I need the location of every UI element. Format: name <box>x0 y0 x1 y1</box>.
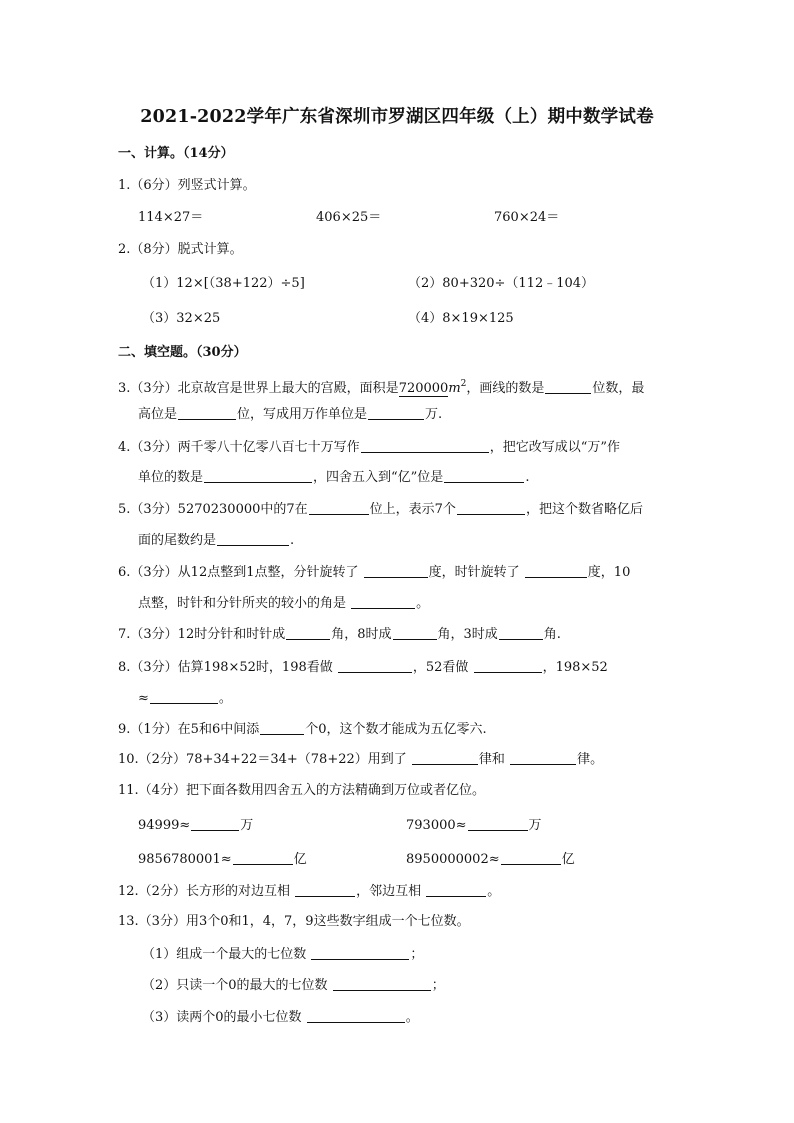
section-heading-calculation: 一、计算。（14分） <box>118 146 234 161</box>
answer-blank[interactable] <box>204 468 312 483</box>
unit-label: 万 <box>528 818 542 833</box>
question-2-item: （1）12×[（38+122）÷5] <box>142 276 305 291</box>
question-text: . <box>290 533 295 548</box>
answer-blank[interactable] <box>368 405 424 420</box>
question-1-stem: 1.（6分）列竖式计算。 <box>118 178 256 193</box>
question-text: ，把它改写成以“万”作 <box>489 440 620 455</box>
question-6-line-1 <box>118 563 630 582</box>
answer-blank[interactable] <box>150 689 218 704</box>
question-text: ； <box>410 947 424 962</box>
unit-label: 亿 <box>561 852 575 867</box>
question-12 <box>118 882 500 901</box>
answer-blank[interactable] <box>393 625 437 640</box>
question-text: 5.（3分）5270230000中的7在 <box>118 502 308 517</box>
question-13-stem: 13.（3分）用3个0和1，4，7，9这些数字组成一个七位数。 <box>118 914 470 929</box>
question-1-item: 406×25＝ <box>316 210 382 225</box>
question-text: 6.（3分）从12点整到1点整，分针旋转了 <box>118 565 359 580</box>
answer-blank[interactable] <box>525 563 587 578</box>
answer-blank[interactable] <box>468 816 528 831</box>
question-text: （3）读两个0的最小七位数 <box>142 1010 302 1025</box>
unit-label: 万 <box>240 818 254 833</box>
question-text: （2）只读一个0的最大的七位数 <box>142 978 328 993</box>
answer-blank[interactable] <box>426 882 486 897</box>
question-4-line-2 <box>138 468 529 487</box>
question-3-line-1 <box>118 375 644 398</box>
question-text: ≈ <box>138 691 149 706</box>
answer-blank[interactable] <box>361 438 489 453</box>
question-11-item <box>138 816 253 835</box>
answer-blank[interactable] <box>338 658 412 673</box>
question-13-part <box>142 1008 419 1027</box>
answer-blank[interactable] <box>412 750 478 765</box>
question-text: 8950000002≈ <box>406 852 500 867</box>
question-text: 律和 <box>478 752 505 767</box>
question-text: 12.（2分）长方形的对边互相 <box>118 884 290 899</box>
question-8-line-1 <box>118 658 608 677</box>
question-text: ； <box>431 978 445 993</box>
question-text: ，52看做 <box>412 660 469 675</box>
answer-blank[interactable] <box>333 976 431 991</box>
unit-label: 亿 <box>293 852 307 867</box>
question-4-line-1 <box>118 438 620 457</box>
answer-blank[interactable] <box>217 531 289 546</box>
answer-blank[interactable] <box>295 882 355 897</box>
answer-blank[interactable] <box>510 750 576 765</box>
area-unit: m <box>448 381 461 396</box>
question-text: 位数，最 <box>592 381 645 396</box>
answer-blank[interactable] <box>501 850 561 865</box>
question-text: 角，3时成 <box>437 627 498 642</box>
question-11-item <box>406 850 575 869</box>
question-5-line-1 <box>118 500 643 519</box>
question-text: 。 <box>416 596 430 611</box>
question-text: 点整，时针和分针所夹的较小的角是 <box>138 596 347 611</box>
answer-blank[interactable] <box>444 468 524 483</box>
question-2-item: （4）8×19×125 <box>408 311 514 326</box>
answer-blank[interactable] <box>545 379 591 394</box>
question-text: 律。 <box>577 752 604 767</box>
question-5-line-2 <box>138 531 294 550</box>
question-text: ，四舍五入到“亿”位是 <box>313 470 444 485</box>
question-8-line-2 <box>138 689 232 708</box>
answer-blank[interactable] <box>307 1008 405 1023</box>
question-text: 793000≈ <box>406 818 467 833</box>
question-11-stem: 11.（4分）把下面各数用四舍五入的方法精确到万位或者亿位。 <box>118 783 485 798</box>
question-text: 10.（2分）78+34+22＝34+（78+22）用到了 <box>118 752 407 767</box>
answer-blank[interactable] <box>457 500 525 515</box>
question-2-item: （2）80+320÷（112﹣104） <box>408 276 595 291</box>
answer-blank[interactable] <box>311 945 409 960</box>
question-text: 4.（3分）两千零八十亿零八百七十万写作 <box>118 440 360 455</box>
answer-blank[interactable] <box>351 594 415 609</box>
question-9 <box>118 720 487 739</box>
answer-blank[interactable] <box>286 625 330 640</box>
answer-blank[interactable] <box>474 658 542 673</box>
question-text: 9.（1分）在5和6中间添 <box>118 722 260 737</box>
question-11-item <box>406 816 542 835</box>
answer-blank[interactable] <box>260 720 304 735</box>
underlined-number: 720000 <box>398 381 449 396</box>
question-text: ，邻边互相 <box>356 884 422 899</box>
question-13-part <box>142 945 423 964</box>
section-heading-fill-in: 二、填空题。（30分） <box>118 345 247 360</box>
question-text: 高位是 <box>138 407 178 422</box>
question-text: 面的尾数约是 <box>138 533 217 548</box>
question-3-line-2 <box>138 405 442 424</box>
question-text: 。 <box>218 691 232 706</box>
question-text: 。 <box>405 1010 419 1025</box>
answer-blank[interactable] <box>191 816 239 831</box>
question-2-item: （3）32×25 <box>142 311 221 326</box>
unit-exponent: 2 <box>460 379 467 389</box>
question-13-part <box>142 976 445 995</box>
question-text: . <box>525 470 530 485</box>
answer-blank[interactable] <box>309 500 369 515</box>
question-1-item: 760×24＝ <box>494 210 560 225</box>
question-text: ，画线的数是 <box>466 381 545 396</box>
answer-blank[interactable] <box>364 563 428 578</box>
question-6-line-2 <box>138 594 429 613</box>
question-text: 94999≈ <box>138 818 191 833</box>
question-7 <box>118 625 561 644</box>
page-title: 2021-2022学年广东省深圳市罗湖区四年级（上）期中数学试卷 <box>140 107 654 127</box>
question-text: 角，8时成 <box>331 627 392 642</box>
question-text: 角. <box>543 627 561 642</box>
question-text: 位，写成用万作单位是 <box>237 407 368 422</box>
question-2-stem: 2.（8分）脱式计算。 <box>118 242 243 257</box>
question-text: 9856780001≈ <box>138 852 232 867</box>
question-text: 个0，这个数才能成为五亿零六. <box>305 722 487 737</box>
question-text: 度，时针旋转了 <box>428 565 520 580</box>
question-text: 8.（3分）估算198×52时，198看做 <box>118 660 333 675</box>
question-text: 单位的数是 <box>138 470 204 485</box>
question-11-item <box>138 850 307 869</box>
question-text: 位上，表示7个 <box>369 502 456 517</box>
answer-blank[interactable] <box>233 850 293 865</box>
question-10 <box>118 750 603 769</box>
question-text: （1）组成一个最大的七位数 <box>142 947 307 962</box>
question-text: 度，10 <box>587 565 631 580</box>
answer-blank[interactable] <box>499 625 543 640</box>
question-text: 3.（3分）北京故宫是世界上最大的宫殿，面积是 <box>118 381 399 396</box>
question-text: 万. <box>425 407 443 422</box>
question-text: 。 <box>487 884 501 899</box>
question-1-item: 114×27＝ <box>138 210 204 225</box>
question-text: ，把这个数省略亿后 <box>525 502 643 517</box>
answer-blank[interactable] <box>178 405 236 420</box>
question-text: ，198×52 <box>542 660 608 675</box>
question-text: 7.（3分）12时分针和时针成 <box>118 627 286 642</box>
